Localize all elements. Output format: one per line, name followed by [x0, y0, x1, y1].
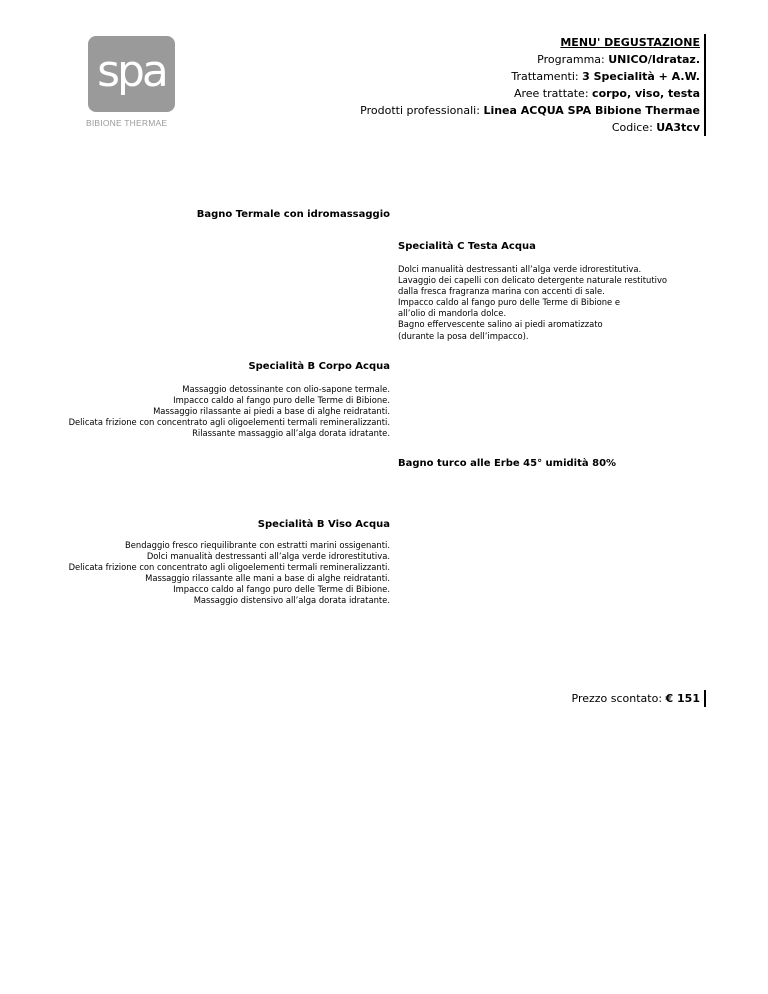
- description-line: Dolci manualità destressanti all’alga verde idrorestitutiva.: [146, 551, 390, 562]
- description-line: Impacco caldo al fango puro delle Terme di Bibione.: [173, 395, 390, 406]
- section-corpo: [69, 360, 390, 439]
- header-value: UA3tcv: [656, 121, 700, 134]
- header-label: Codice:: [611, 121, 657, 134]
- header-label: Aree trattate:: [513, 87, 593, 100]
- description-line: Impacco caldo al fango puro delle Terme di Bibione e: [398, 297, 620, 308]
- description-line: Bagno effervescente salino ai piedi aromatizzato: [398, 319, 603, 330]
- header-row-programma: [360, 51, 700, 68]
- section-testa: [398, 240, 667, 342]
- price-value: € 151: [665, 692, 700, 705]
- section-title: Specialità B Corpo Acqua: [248, 361, 390, 372]
- header-row-aree: [360, 85, 700, 102]
- section-title: Specialità B Viso Acqua: [257, 519, 390, 530]
- header-label: Programma:: [537, 53, 609, 66]
- header-value: UNICO/Idrataz.: [608, 53, 700, 66]
- header-value: Linea ACQUA SPA Bibione Thermae: [483, 104, 700, 117]
- description-line: Delicata frizione con concentrato agli oligoelementi termali remineralizzanti.: [68, 562, 390, 573]
- section-title: Bagno Termale con idromassaggio: [196, 209, 390, 220]
- description-line: Delicata frizione con concentrato agli oligoelementi termali remineralizzanti.: [68, 417, 390, 428]
- spa-logo: [88, 36, 175, 112]
- header-value: 3 Specialità + A.W.: [582, 70, 700, 83]
- header-label: Prodotti professionali:: [360, 104, 484, 117]
- logo-word: spa: [97, 46, 166, 97]
- section-bagno-turco: [398, 457, 616, 470]
- header-value: corpo, viso, testa: [592, 87, 700, 100]
- description-line: Massaggio detossinante con olio-sapone termale.: [182, 384, 390, 394]
- description-line: Impacco caldo al fango puro delle Terme di Bibione.: [173, 584, 390, 595]
- description-line: Massaggio rilassante alle mani a base di alghe reidratanti.: [145, 573, 390, 584]
- header-row-prodotti: [360, 102, 700, 119]
- section-title: Bagno turco alle Erbe 45° umidità 80%: [398, 458, 617, 469]
- description-line: Dolci manualità destressanti all’alga verde idrorestitutiva.: [398, 264, 642, 274]
- header-label: Trattamenti:: [511, 70, 583, 83]
- section-title: Specialità C Testa Acqua: [398, 241, 536, 252]
- program-header: [360, 34, 706, 136]
- header-row-trattamenti: [360, 68, 700, 85]
- logo-subtitle: BIBIONE THERMAE: [86, 118, 168, 128]
- section-viso: [69, 518, 390, 607]
- description-line: (durante la posa dell’impacco).: [398, 330, 529, 341]
- menu-title: MENU' DEGUSTAZIONE: [560, 36, 700, 49]
- description-line: Massaggio distensivo all’alga dorata idratante.: [193, 595, 390, 606]
- section-bagno-termale: [197, 208, 390, 221]
- header-row-codice: [360, 119, 700, 136]
- description-line: Lavaggio dei capelli con delicato detergente naturale restitutivo: [398, 275, 668, 286]
- price-label: Prezzo scontato:: [571, 692, 666, 705]
- description-line: Rilassante massaggio all’alga dorata idratante.: [192, 428, 390, 439]
- description-line: all’olio di mandorla dolce.: [398, 308, 507, 319]
- description-line: dalla fresca fragranza marina con accenti di sale.: [398, 286, 605, 297]
- discounted-price: [572, 690, 707, 707]
- description-line: Bendaggio fresco riequilibrante con estratti marini ossigenanti.: [125, 540, 390, 550]
- description-line: Massaggio rilassante ai piedi a base di alghe reidratanti.: [153, 406, 390, 417]
